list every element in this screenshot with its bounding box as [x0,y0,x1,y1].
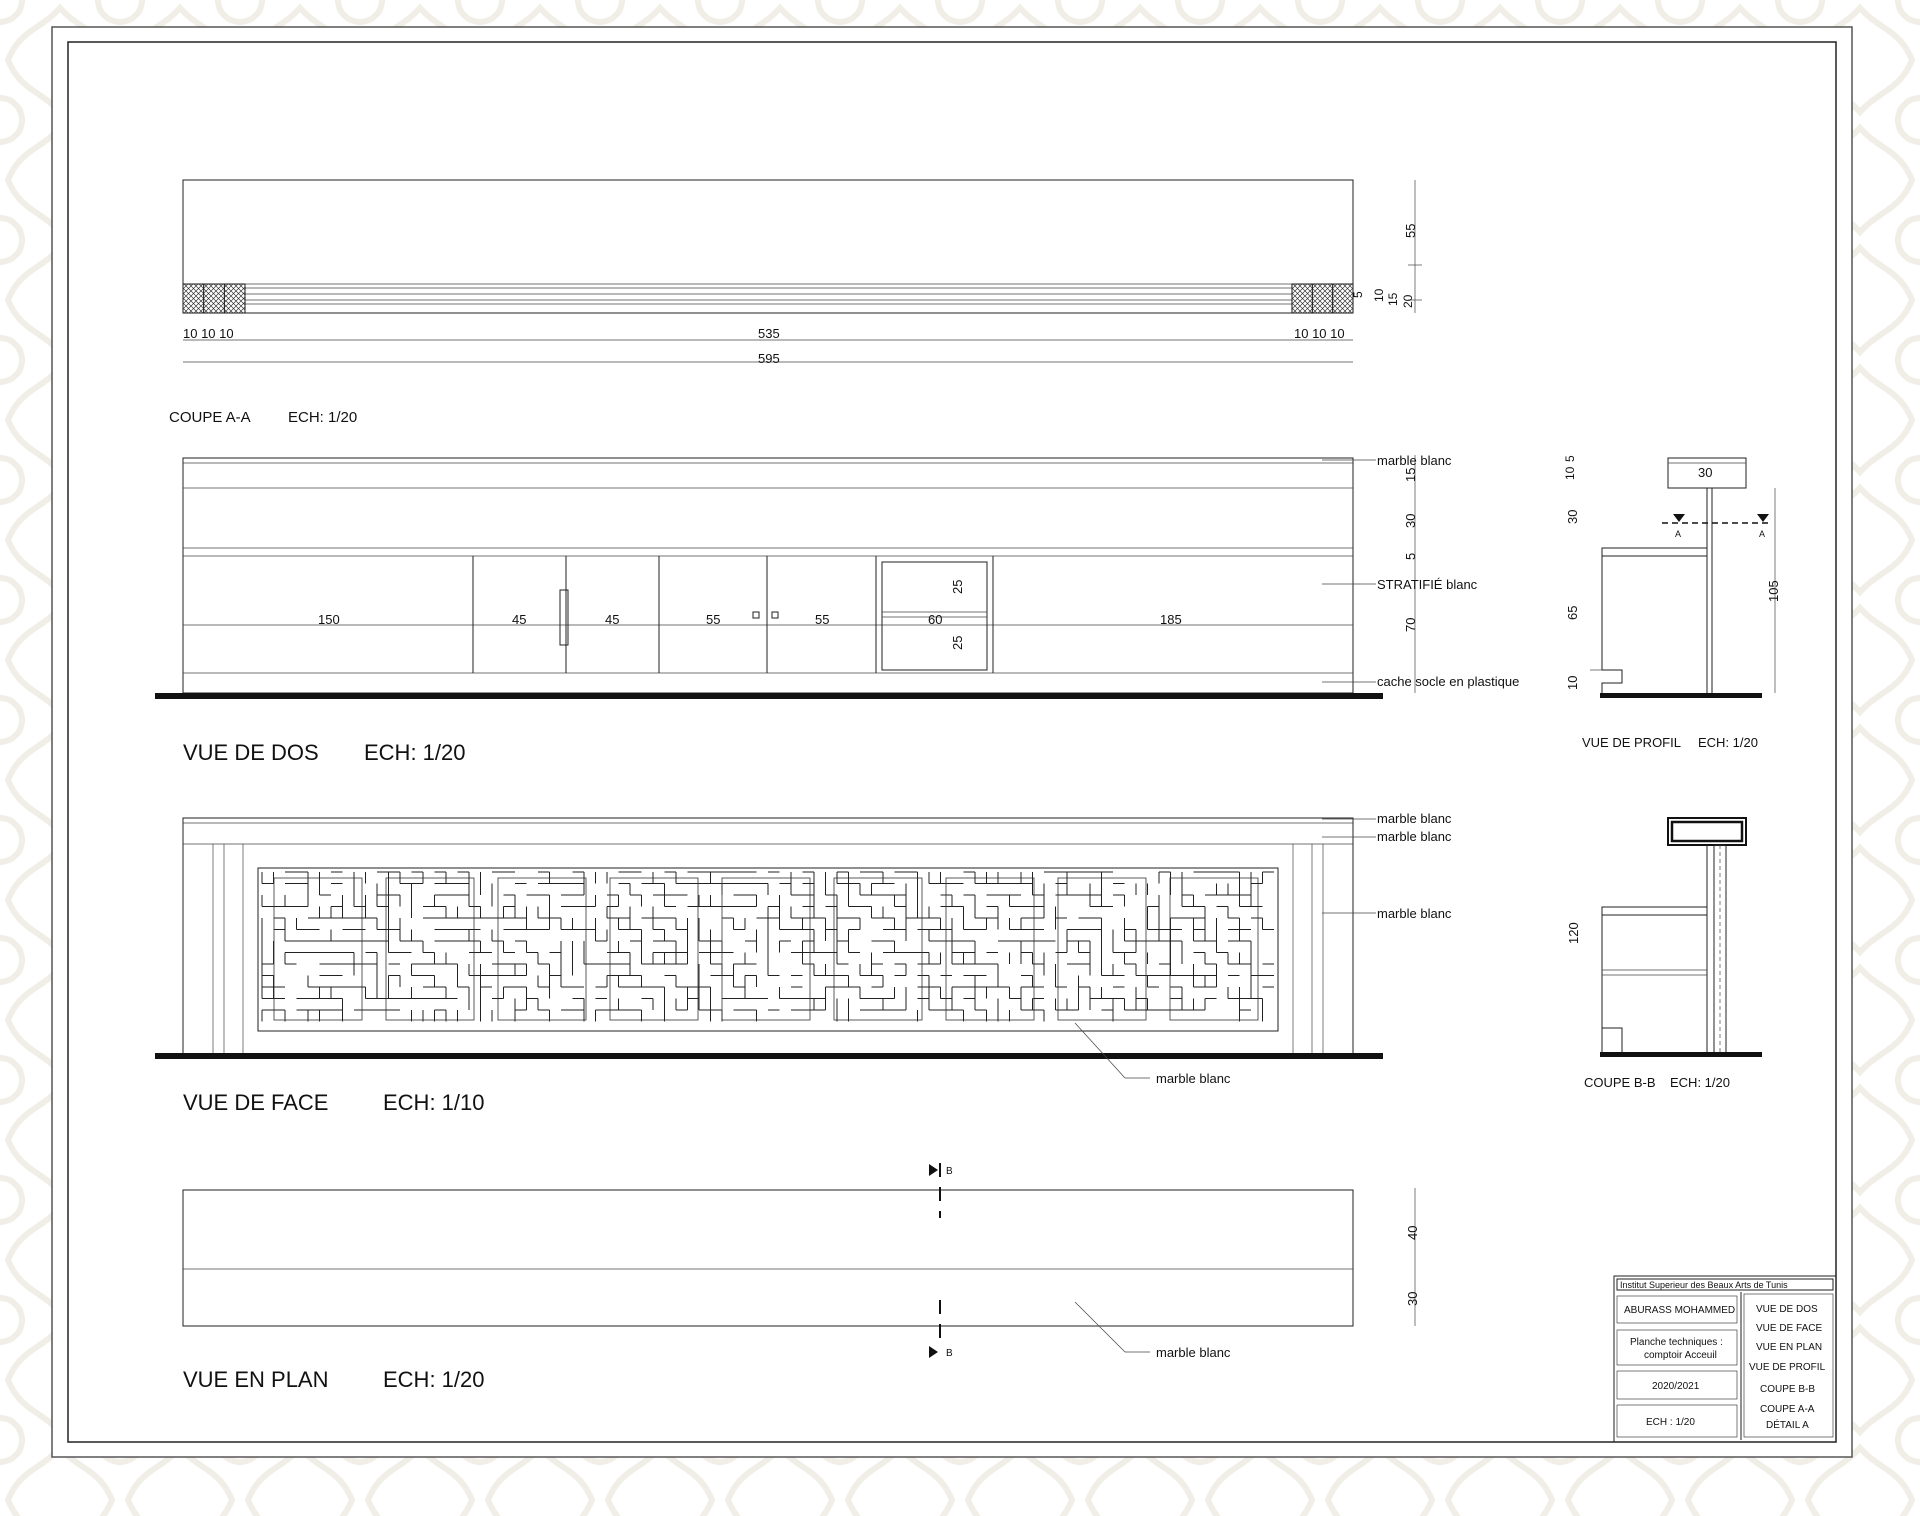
seg-45a: 45 [512,612,527,627]
vue-face-label: VUE DE FACE [183,1090,329,1115]
coupe-aa-dim-right: 10 10 10 [1294,326,1345,341]
profil-vdim-10b: 10 [1565,675,1580,690]
profil-section-mark-left: A [1675,529,1682,539]
dos-callout-stratifie: STRATIFIÉ blanc [1377,577,1478,592]
profil-top-width: 30 [1698,465,1713,480]
profil-section-mark-right: A [1759,529,1766,539]
coupe-aa-vdim-10: 10 [1372,288,1386,302]
plan-section-mark-bottom: B [946,1348,953,1359]
coupe-aa-vdim-15: 15 [1386,292,1400,306]
title-view-3: VUE EN PLAN [1756,1342,1823,1353]
dos-vdim-5: 5 [1403,552,1418,560]
floor-line [155,693,1383,699]
coupe-aa-dim-left: 10 10 10 [183,326,234,341]
seg-45b: 45 [605,612,620,627]
title-view-4: VUE DE PROFIL [1749,1362,1826,1373]
dos-callout-socle: cache socle en plastique [1377,674,1520,689]
seg-55a: 55 [706,612,721,627]
niche-dim-top: 25 [950,579,965,594]
dos-vdim-30: 30 [1403,513,1418,528]
dos-callout-marble: marble blanc [1377,453,1452,468]
title-institute: Institut Superieur des Beaux Arts de Tunis [1620,1280,1788,1290]
coupe-aa-label: COUPE A-A [169,409,251,426]
title-year: 2020/2021 [1652,1381,1700,1392]
coupe-aa-scale: ECH: 1/20 [288,409,358,426]
seg-150: 150 [318,612,340,627]
inner-frame [68,42,1836,1442]
profil-vdim-65: 65 [1565,605,1580,620]
face-callout-1: marble blanc [1377,811,1452,826]
seg-55b: 55 [815,612,830,627]
plan-vdim-30: 30 [1405,1291,1420,1306]
plan-callout: marble blanc [1156,1345,1231,1360]
profil-vdim-10: 10 [1563,466,1577,480]
coupe-aa-vdim-55: 55 [1403,223,1418,238]
title-view-5: COUPE B-B [1760,1384,1816,1395]
title-view-1: VUE DE DOS [1756,1304,1818,1315]
vue-plan-label: VUE EN PLAN [183,1367,329,1392]
vue-plan-scale: ECH: 1/20 [383,1367,485,1392]
coupe-aa-vdim-5: 5 [1351,291,1365,298]
coupe-aa-dim-inner: 535 [758,326,780,341]
vue-profil-scale: ECH: 1/20 [1698,735,1758,750]
title-author: ABURASS MOHAMMED [1624,1305,1736,1316]
niche-dim-bottom: 25 [950,635,965,650]
vue-face-scale: ECH: 1/10 [383,1090,485,1115]
face-callout-3: marble blanc [1377,906,1452,921]
coupe-bb-label: COUPE B-B [1584,1075,1656,1090]
title-subject-line2: comptoir Acceuil [1644,1350,1717,1361]
dos-vdim-70: 70 [1403,617,1418,632]
profil-total-height: 105 [1766,580,1781,602]
face-callout-4: marble blanc [1156,1071,1231,1086]
title-view-6: COUPE A-A [1760,1404,1815,1415]
vue-dos-label: VUE DE DOS [183,740,319,765]
dos-vdim-15: 15 [1403,467,1418,482]
vue-profil-label: VUE DE PROFIL [1582,735,1681,750]
plan-vdim-40: 40 [1405,1225,1420,1240]
face-callout-2: marble blanc [1377,829,1452,844]
seg-185: 185 [1160,612,1182,627]
seg-60: 60 [928,612,943,627]
title-view-7: DÉTAIL A [1766,1420,1809,1431]
vue-dos-scale: ECH: 1/20 [364,740,466,765]
profil-vdim-30: 30 [1565,509,1580,524]
coupe-aa-dim-total: 595 [758,351,780,366]
title-view-2: VUE DE FACE [1756,1323,1823,1334]
coupe-bb-height: 120 [1566,922,1581,944]
title-scale: ECH : 1/20 [1646,1417,1695,1428]
title-subject-line1: Planche techniques : [1630,1337,1723,1348]
coupe-bb-scale: ECH: 1/20 [1670,1075,1730,1090]
plan-section-mark-top: B [946,1166,953,1177]
coupe-aa-vdim-20: 20 [1401,294,1415,308]
profil-vdim-5: 5 [1563,455,1577,462]
